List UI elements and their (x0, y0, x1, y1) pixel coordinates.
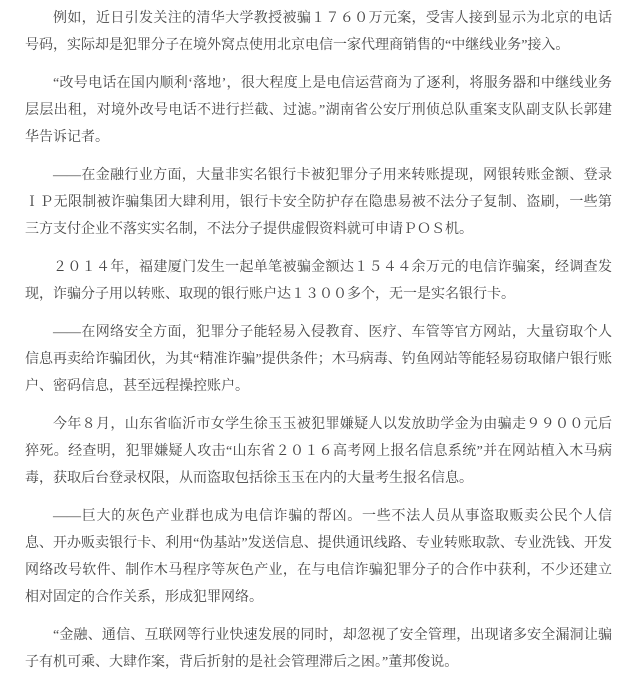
paragraph-xuyuyu-case: 今年８月，山东省临沂市女学生徐玉玉被犯罪嫌疑人以发放助学金为由骗走９９００元后猝死。经查明，犯罪嫌疑人攻击“山东省２０１６高考网上报名信息系统”并在网站植入木马病毒，获取后台登录权限，从而盗取包括徐玉玉在内的大量考生报名信息。 (25, 417, 612, 486)
paragraph-finance-industry: ——在金融行业方面，大量非实名银行卡被犯罪分子用来转账提现，网银转账金额、登录ＩＰ无限制被诈骗集团大肆利用，银行卡安全防护存在隐患易被不法分子复制、盗刷，一些第三方支付企业不落实实名制，不法分子提供虚假资料就可申请ＰＯＳ机。 (25, 168, 612, 237)
paragraph-number-spoofing-quote: “改号电话在国内顺利‘落地’，很大程度上是电信运营商为了逐利，将服务器和中继线业务层层出租，对境外改号电话不进行拦截、过滤。”湖南省公安厅刑侦总队重案支队副支队长郭建华告诉记者。 (25, 76, 612, 145)
paragraph-closing-quote: “金融、通信、互联网等行业快速发展的同时，却忽视了安全管理，出现诸多安全漏洞让骗子有机可乘、大肆作案，背后折射的是社会管理滞后之困。”董邦俊说。 (25, 628, 612, 670)
paragraph-example-tsinghua-case: 例如，近日引发关注的清华大学教授被骗１７６０万元案，受害人接到显示为北京的电话号码，实际却是犯罪分子在境外窝点使用北京电信一家代理商销售的“中继线业务”接入。 (25, 11, 612, 53)
paragraph-gray-industry: ——巨大的灰色产业群也成为电信诈骗的帮凶。一些不法人员从事盗取贩卖公民个人信息、开办贩卖银行卡、利用“伪基站”发送信息、提供通讯线路、专业转账取款、专业洗钱、开发网络改号软件、制作木马程序等灰色产业，在与电信诈骗犯罪分子的合作中获利，不少还建立相对固定的合作关系，形成犯罪网络。 (25, 509, 612, 605)
paragraph-network-security: ——在网络安全方面，犯罪分子能轻易入侵教育、医疗、车管等官方网站，大量窃取个人信息再卖给诈骗团伙，为其“精准诈骗”提供条件；木马病毒、钓鱼网站等能轻易窃取储户银行账户、密码信息，甚至远程操控账户。 (25, 325, 612, 394)
paragraph-xiamen-2014-case: ２０１４年，福建厦门发生一起单笔被骗金额达１５４４余万元的电信诈骗案，经调查发现，诈骗分子用以转账、取现的银行账户达１３００多个，无一是实名银行卡。 (25, 260, 612, 302)
